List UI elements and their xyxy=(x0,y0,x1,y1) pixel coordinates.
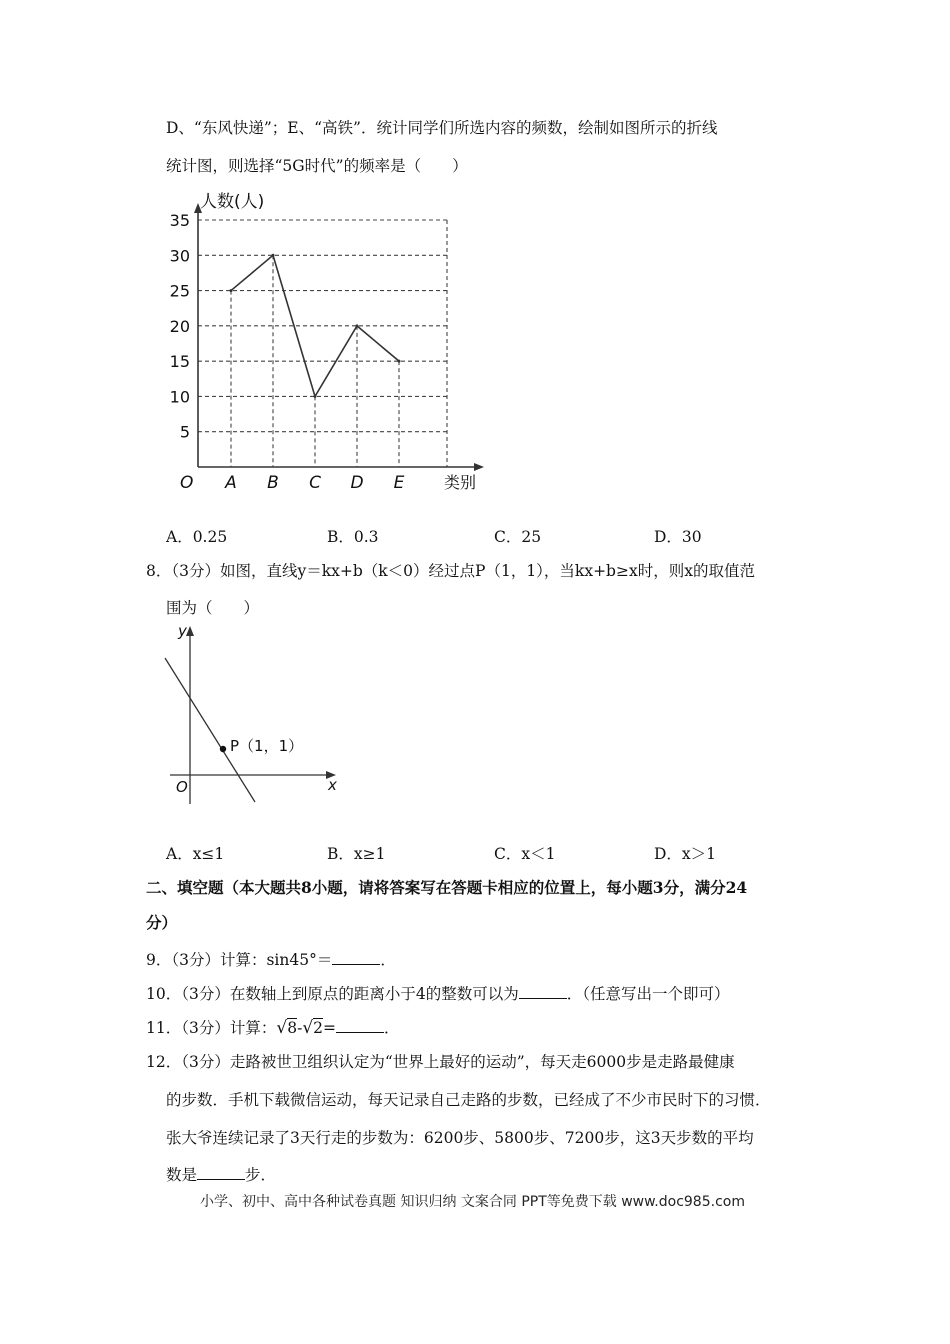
q8-line-1: 8．（3分）如图，直线y＝kx+b（k＜0）经过点P（1，1），当kx+b≥x时，则x的取值范 xyxy=(146,562,755,580)
chart-x-axis-arrow xyxy=(474,463,484,471)
q8-y-arrow xyxy=(186,626,194,636)
q8-origin-label: O xyxy=(176,778,188,796)
chart-y-tick-label: 35 xyxy=(169,211,190,230)
q9-suffix: ． xyxy=(380,951,396,969)
q11-suffix: ． xyxy=(384,1019,400,1037)
q9-answer-blank xyxy=(332,948,380,965)
q12-line-3: 张大爷连续记录了3天行走的步数为：6200步、5800步、7200步，这3天步数的平均 xyxy=(166,1129,754,1147)
q11-text: 11．（3分）计算： xyxy=(146,1019,277,1037)
q12-line-4-suffix: 步． xyxy=(245,1166,277,1184)
chart-x-tick-label: A xyxy=(225,473,237,493)
section-2-heading-line-1: 二、填空题（本大题共8小题，请将答案写在答题卡相应的位置上，每小题3分，满分24 xyxy=(146,878,748,897)
chart-y-tick-label: 5 xyxy=(179,422,190,442)
q12-line-4-text: 数是 xyxy=(166,1166,198,1184)
chart-x-tick-label: E xyxy=(393,473,405,493)
q10-text: 10．（3分）在数轴上到原点的距离小于4的整数可以为 xyxy=(146,985,519,1003)
q7-line-chart xyxy=(160,185,500,505)
q11-equals: = xyxy=(323,1019,337,1037)
chart-origin-label: O xyxy=(180,473,194,493)
q12-answer-blank xyxy=(197,1163,245,1180)
q12-line-4 xyxy=(166,1163,276,1186)
q8-line-2: 围为（ ） xyxy=(166,599,260,617)
q11-answer-blank xyxy=(336,1016,384,1033)
chart-y-tick-label: 30 xyxy=(169,246,190,266)
page-footer: 小学、初中、高中各种试卷真题 知识归纳 文案合同 PPT等免费下载 www.doc985.com xyxy=(200,1194,745,1210)
q7-option-c: C．25 xyxy=(494,528,542,546)
q10-suffix: ．（任意写出一个即可） xyxy=(566,985,730,1003)
q8-option-b: B．x≥1 xyxy=(327,845,386,863)
q7-option-d: D．30 xyxy=(654,528,702,546)
q10-answer-blank xyxy=(519,982,567,999)
chart-y-tick-label: 15 xyxy=(169,352,190,372)
chart-x-tick-label: C xyxy=(309,473,321,493)
q7-line-1: D、“东风快递”；E、“高铁”．统计同学们所选内容的频数，绘制如图所示的折线 xyxy=(166,119,718,137)
q12-line-1: 12．（3分）走路被世卫组织认定为“世界上最好的运动”，每天走6000步是走路最健康 xyxy=(146,1053,735,1071)
q7-option-b: B．0.3 xyxy=(327,528,379,546)
q8-x-label: x xyxy=(328,776,337,794)
chart-x-tick-label: B xyxy=(267,473,279,493)
q11 xyxy=(146,1016,400,1039)
chart-y-tick-label: 25 xyxy=(169,281,190,301)
q8-option-a: A．x≤1 xyxy=(166,845,225,863)
sqrt-8: √8 xyxy=(276,1018,298,1038)
section-2-heading-line-2: 分） xyxy=(146,913,178,932)
chart-x-axis-label: 类别 xyxy=(444,473,477,492)
q8-coordinate-figure xyxy=(160,618,360,808)
q8-option-c: C．x＜1 xyxy=(494,845,556,863)
q8-option-d: D．x＞1 xyxy=(654,845,717,863)
q11-minus: - xyxy=(297,1019,303,1037)
chart-y-tick-label: 10 xyxy=(169,387,190,407)
q10 xyxy=(146,982,729,1005)
q8-point-label: P（1，1） xyxy=(230,737,304,755)
chart-x-tick-label: D xyxy=(350,473,364,493)
q8-y-label: y xyxy=(178,622,187,640)
q8-point-p xyxy=(220,746,226,752)
q12-line-2: 的步数．手机下载微信运动，每天记录自己走路的步数，已经成了不少市民时下的习惯． xyxy=(166,1091,771,1109)
chart-y-axis-label: 人数(人) xyxy=(200,192,265,212)
sqrt-2: √2 xyxy=(302,1018,324,1038)
q9-text: 9．（3分）计算：sin45°＝ xyxy=(146,951,333,969)
q7-option-a: A．0.25 xyxy=(166,528,228,546)
q7-line-2: 统计图，则选择“5G时代”的频率是（ ） xyxy=(166,157,468,175)
chart-y-tick-label: 20 xyxy=(169,316,190,336)
q9 xyxy=(146,948,396,971)
